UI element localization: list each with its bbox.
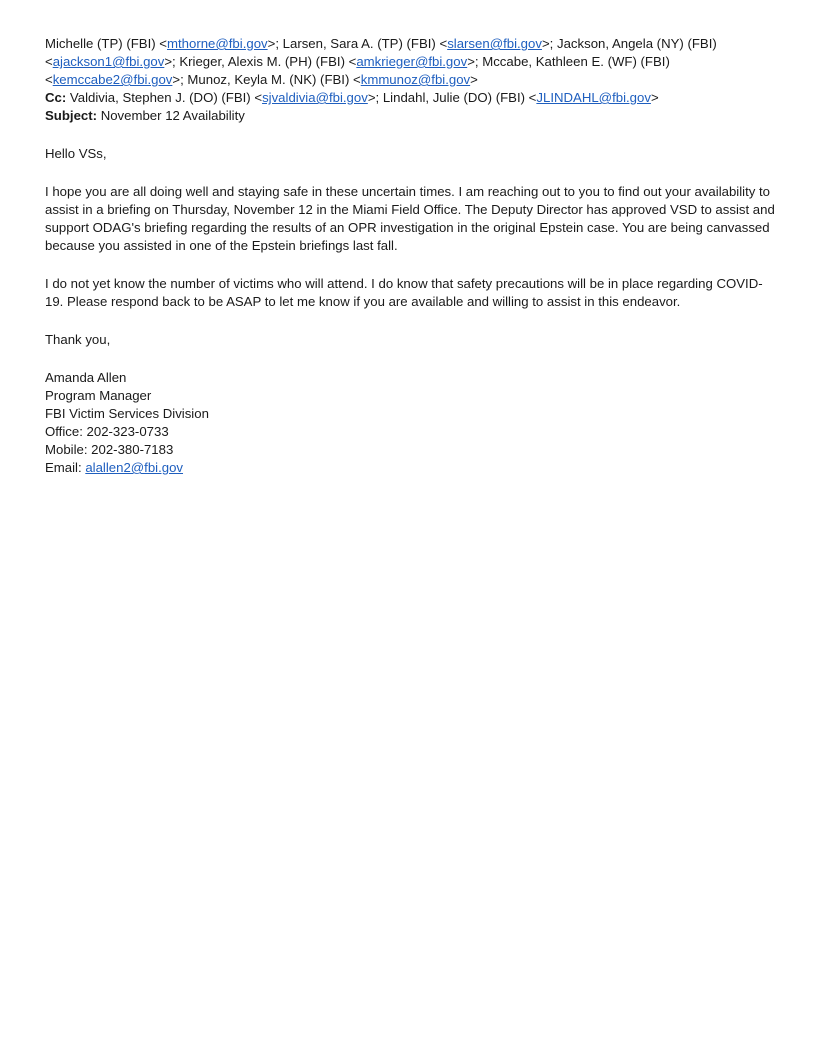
email-header — [45, 35, 775, 125]
email-link-kemccabe2[interactable]: kemccabe2@fbi.gov — [52, 72, 173, 87]
recipient-text: > — [470, 72, 478, 87]
email-link-slarsen[interactable]: slarsen@fbi.gov — [447, 36, 542, 51]
recipient-text: < — [45, 54, 53, 69]
signature-office-phone: Office: 202-323-0733 — [45, 424, 169, 439]
closing: Thank you, — [45, 332, 111, 347]
signature-email-label: Email: — [45, 460, 86, 475]
recipients-line-3 — [45, 71, 775, 89]
cc-line — [45, 89, 775, 107]
recipient-text: >; Mccabe, Kathleen E. (WF) (FBI) — [467, 54, 670, 69]
email-link-ajackson1[interactable]: ajackson1@fbi.gov — [52, 54, 165, 69]
greeting: Hello VSs, — [45, 146, 107, 161]
recipient-text: >; Munoz, Keyla M. (NK) (FBI) < — [172, 72, 361, 87]
body-paragraph-1: I hope you are all doing well and staying safe in these uncertain times. I am reaching out to you to find out your availability to assist in a briefing on Thursday, November 12 in the Miami Field Office. The Deputy Director has approved VSD to assist and support ODAG's briefing regarding the results of an OPR investigation in the original Epstein case. You are being canvassed because you assisted in one of the Epstein briefings last fall. — [45, 184, 775, 253]
recipients-line-1 — [45, 35, 775, 53]
recipient-text: >; Krieger, Alexis M. (PH) (FBI) < — [164, 54, 357, 69]
email-link-kmmunoz[interactable]: kmmunoz@fbi.gov — [360, 72, 471, 87]
email-link-mthorne[interactable]: mthorne@fbi.gov — [167, 36, 268, 51]
cc-text: >; Lindahl, Julie (DO) (FBI) < — [367, 90, 537, 105]
signature-block — [45, 369, 775, 477]
recipient-text: Michelle (TP) (FBI) < — [45, 36, 167, 51]
email-link-sjvaldivia[interactable]: sjvaldivia@fbi.gov — [262, 90, 368, 105]
cc-label: Cc: — [45, 90, 67, 105]
recipient-text: >; Jackson, Angela (NY) (FBI) — [541, 36, 717, 51]
signature-mobile-phone: Mobile: 202-380-7183 — [45, 442, 174, 457]
signature-name: Amanda Allen — [45, 370, 127, 385]
email-link-alallen2[interactable]: alallen2@fbi.gov — [85, 460, 184, 475]
email-link-amkrieger[interactable]: amkrieger@fbi.gov — [356, 54, 468, 69]
recipient-text: < — [45, 72, 53, 87]
subject-line — [45, 107, 775, 125]
body-paragraph-2: I do not yet know the number of victims who will attend. I do know that safety precautions will be in place regarding COVID-19. Please respond back to be ASAP to let me know if you are available and willing to assist in this endeavor. — [45, 276, 763, 309]
email-link-jlindahl[interactable]: JLINDAHL@fbi.gov — [536, 90, 651, 105]
signature-email-line — [45, 459, 775, 477]
signature-division: FBI Victim Services Division — [45, 406, 209, 421]
signature-title: Program Manager — [45, 388, 152, 403]
email-document — [45, 35, 775, 477]
subject-label: Subject: — [45, 108, 98, 123]
subject-value: November 12 Availability — [97, 108, 245, 123]
recipient-text: >; Larsen, Sara A. (TP) (FBI) < — [267, 36, 448, 51]
cc-text: > — [650, 90, 659, 105]
cc-text: Valdivia, Stephen J. (DO) (FBI) < — [66, 90, 263, 105]
recipients-line-2 — [45, 53, 775, 71]
